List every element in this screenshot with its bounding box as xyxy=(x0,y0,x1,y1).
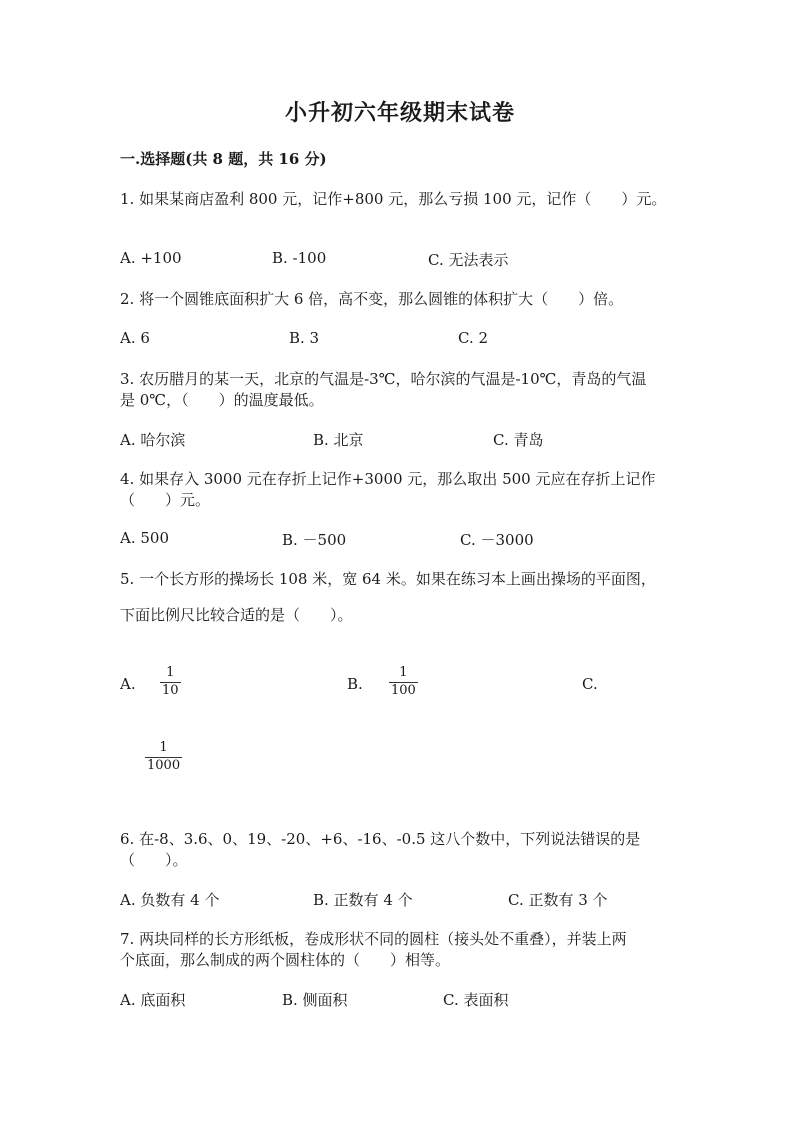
fraction-numerator: 1 xyxy=(166,665,175,680)
option-a: A. +100 xyxy=(120,249,182,267)
option-c: C. 无法表示 xyxy=(428,251,509,269)
fraction-c xyxy=(145,741,182,774)
option-a: A. xyxy=(120,675,136,693)
fraction-b xyxy=(389,666,418,699)
question-text: 下面比例尺比较合适的是（ ）。 xyxy=(120,606,353,624)
option-b: B. 侧面积 xyxy=(282,991,348,1009)
option-b: B. xyxy=(347,675,363,693)
option-c: C. 2 xyxy=(458,329,489,347)
fraction-denominator: 10 xyxy=(162,682,179,698)
fraction-denominator: 100 xyxy=(391,682,416,698)
option-c: C. xyxy=(582,675,598,693)
option-c: C. 青岛 xyxy=(493,431,544,449)
option-c: C. 表面积 xyxy=(443,991,509,1009)
section-title: 一.选择题(共 8 题，共 16 分) xyxy=(120,150,327,168)
option-b: B. 3 xyxy=(289,329,320,347)
option-a: A. 哈尔滨 xyxy=(120,431,186,449)
option-b: B. －500 xyxy=(282,531,347,549)
question-text: （ ）。 xyxy=(120,851,188,869)
option-a: A. 6 xyxy=(120,329,150,347)
option-c: C. 正数有 3 个 xyxy=(508,891,608,909)
option-a: A. 负数有 4 个 xyxy=(120,891,220,909)
question-text: 3. 农历腊月的某一天，北京的气温是-3℃，哈尔滨的气温是-10℃，青岛的气温 xyxy=(120,370,647,388)
question-text: 个底面，那么制成的两个圆柱体的（ ）相等。 xyxy=(120,951,451,969)
option-b: B. 北京 xyxy=(313,431,364,449)
option-b: B. -100 xyxy=(272,249,327,267)
question-text: 4. 如果存入 3000 元在存折上记作+3000 元，那么取出 500 元应在存折上记作 xyxy=(120,470,656,488)
option-b: B. 正数有 4 个 xyxy=(313,891,413,909)
page-title: 小升初六年级期末试卷 xyxy=(284,100,515,126)
option-a: A. 底面积 xyxy=(120,991,186,1009)
question-text: （ ）元。 xyxy=(120,491,211,509)
question-text: 6. 在-8、3.6、0、19、-20、+6、-16、-0.5 这八个数中，下列说法错误的是 xyxy=(120,830,641,848)
fraction-denominator: 1000 xyxy=(147,757,181,773)
option-a: A. 500 xyxy=(120,529,169,547)
fraction-numerator: 1 xyxy=(159,740,168,755)
question-text: 5. 一个长方形的操场长 108 米，宽 64 米。如果在练习本上画出操场的平面图， xyxy=(120,570,656,588)
fraction-numerator: 1 xyxy=(399,665,408,680)
question-text: 2. 将一个圆锥底面积扩大 6 倍，高不变，那么圆锥的体积扩大（ ）倍。 xyxy=(120,290,624,308)
question-text: 是 0℃，（ ）的温度最低。 xyxy=(120,391,324,409)
fraction-a xyxy=(160,666,181,699)
question-text: 7. 两块同样的长方形纸板，卷成形状不同的圆柱（接头处不重叠），并装上两 xyxy=(120,930,627,948)
question-text: 1. 如果某商店盈利 800 元，记作+800 元，那么亏损 100 元，记作（ ）元。 xyxy=(120,190,667,208)
option-c: C. －3000 xyxy=(460,531,534,549)
